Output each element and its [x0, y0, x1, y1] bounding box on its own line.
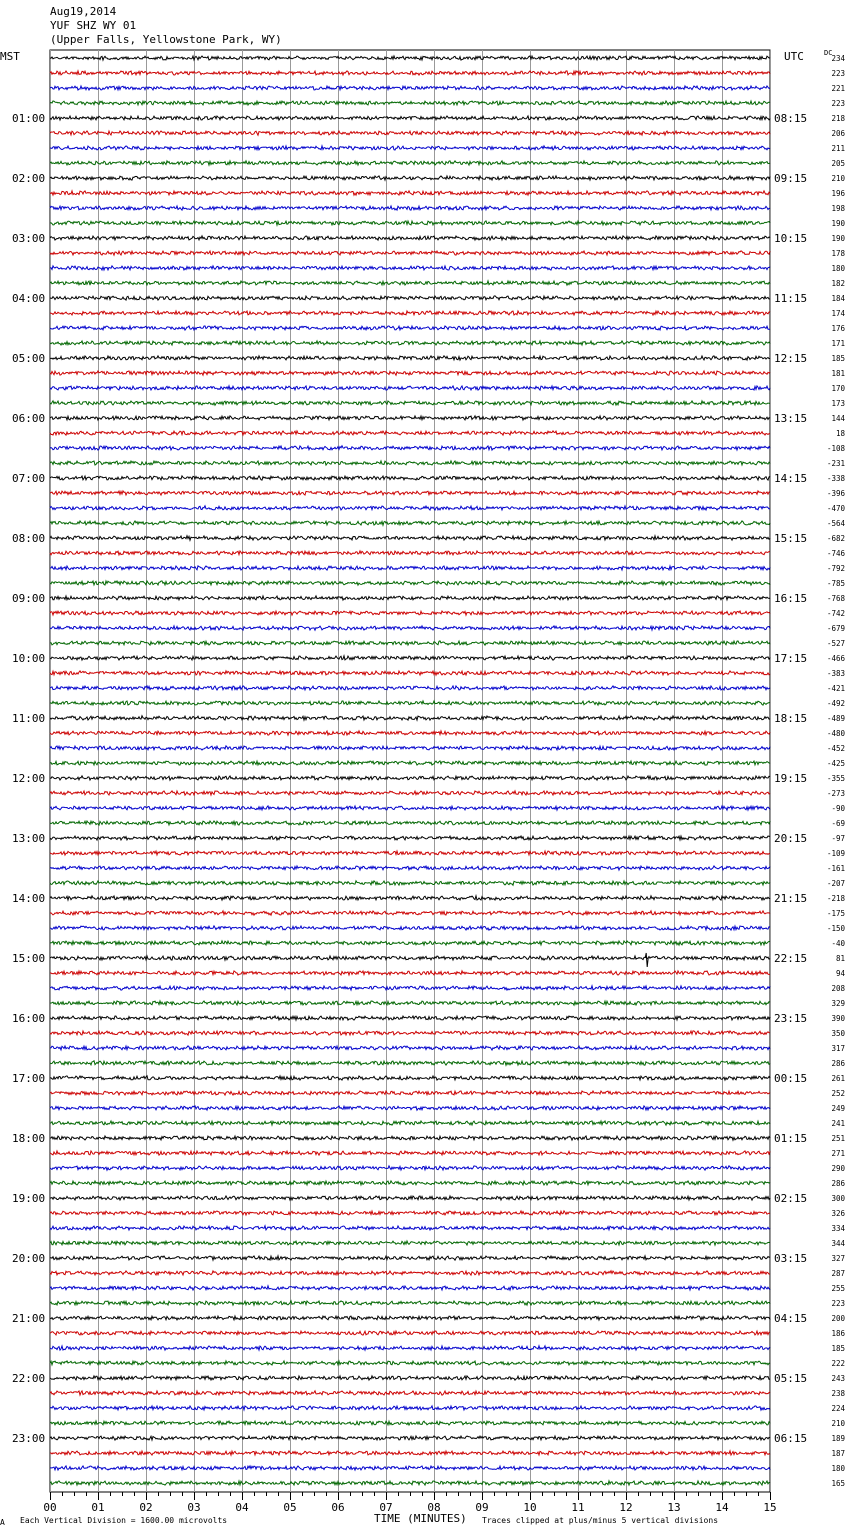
seismic-trace: [50, 1346, 770, 1350]
dc-offset-label: 251: [831, 1134, 845, 1143]
x-tick-label: 02: [139, 1501, 153, 1514]
dc-offset-label: 185: [831, 1344, 845, 1353]
hour-label-right: 08:15: [774, 112, 808, 125]
seismic-trace: [50, 746, 770, 750]
dc-offset-label: 165: [831, 1479, 845, 1488]
seismic-trace: [50, 446, 770, 450]
x-tick-label: 15: [763, 1501, 777, 1514]
hour-label-left: 21:00: [12, 1312, 46, 1325]
header-date: Aug19,2014: [50, 5, 117, 18]
hour-label-right: 22:15: [774, 952, 808, 965]
hour-label-right: 10:15: [774, 232, 808, 245]
dc-offset-label: -383: [826, 669, 845, 678]
seismic-trace: [50, 491, 770, 495]
dc-offset-label: -452: [826, 744, 845, 753]
seismic-trace: [50, 836, 770, 840]
seismic-trace: [50, 56, 770, 60]
seismic-trace: [50, 341, 770, 345]
dc-offset-label: 182: [831, 279, 845, 288]
dc-offset-label: 327: [831, 1254, 845, 1263]
seismic-trace: [50, 1106, 770, 1110]
hour-label-left: 11:00: [12, 712, 46, 725]
dc-offset-label: -218: [826, 894, 845, 903]
dc-offset-label: 94: [835, 969, 845, 978]
x-tick-label: 11: [571, 1501, 585, 1514]
dc-offset-label: 223: [831, 69, 845, 78]
seismic-trace: [50, 206, 770, 210]
seismic-trace: [50, 176, 770, 180]
hour-label-right: 01:15: [774, 1132, 808, 1145]
dc-offset-label: 174: [831, 309, 845, 318]
seismic-trace: [50, 521, 770, 525]
seismic-trace: [50, 326, 770, 330]
dc-offset-label: -492: [826, 699, 845, 708]
x-tick-label: 08: [427, 1501, 441, 1514]
dc-offset-label: 243: [831, 1374, 845, 1383]
seismic-trace: [50, 86, 770, 90]
dc-offset-label: 224: [831, 1404, 845, 1413]
seismic-trace: [50, 986, 770, 990]
seismic-trace: [50, 851, 770, 855]
seismic-trace: [50, 1001, 770, 1005]
seismic-trace: [50, 1211, 770, 1215]
seismic-trace: [50, 461, 770, 465]
seismic-trace: [50, 791, 770, 795]
dc-offset-label: 286: [831, 1179, 845, 1188]
dc-offset-label: 190: [831, 234, 845, 243]
seismic-trace: [50, 956, 770, 960]
x-tick-label: 04: [235, 1501, 249, 1514]
seismic-trace: [50, 1271, 770, 1275]
seismic-trace: [50, 1376, 770, 1380]
dc-offset-label: -207: [826, 879, 845, 888]
seismic-trace: [50, 776, 770, 780]
seismic-trace: [50, 1241, 770, 1245]
seismic-trace: [50, 1421, 770, 1425]
seismic-trace: [50, 401, 770, 405]
timezone-label-left: MST: [0, 50, 20, 63]
seismic-trace: [50, 761, 770, 765]
dc-offset-label: 255: [831, 1284, 845, 1293]
seismic-trace: [50, 236, 770, 240]
dc-offset-label: 170: [831, 384, 845, 393]
seismic-trace: [50, 641, 770, 645]
dc-offset-label: 18: [835, 429, 845, 438]
seismic-trace: [50, 536, 770, 540]
dc-offset-label: 196: [831, 189, 845, 198]
seismic-trace: [50, 356, 770, 360]
dc-offset-label: 208: [831, 984, 845, 993]
dc-offset-label: 176: [831, 324, 845, 333]
hour-label-right: 04:15: [774, 1312, 808, 1325]
dc-offset-label: 334: [831, 1224, 845, 1233]
seismic-trace: [50, 1451, 770, 1455]
seismic-trace: [50, 581, 770, 585]
dc-offset-label: 326: [831, 1209, 845, 1218]
seismic-trace: [50, 1061, 770, 1065]
dc-offset-label: -396: [826, 489, 845, 498]
hour-label-right: 23:15: [774, 1012, 808, 1025]
dc-offset-label: -682: [826, 534, 845, 543]
dc-offset-label: -355: [826, 774, 845, 783]
seismic-trace: [50, 161, 770, 165]
seismic-trace: [50, 566, 770, 570]
dc-offset-label: 390: [831, 1014, 845, 1023]
dc-offset-label: -108: [826, 444, 845, 453]
dc-offset-label: 344: [831, 1239, 845, 1248]
seismic-trace: [50, 731, 770, 735]
dc-offset-label: -40: [831, 939, 845, 948]
seismic-trace: [50, 1316, 770, 1320]
dc-offset-label: 261: [831, 1074, 845, 1083]
seismic-trace: [50, 1466, 770, 1470]
scale-note: Each Vertical Division = 1600.00 microvolts: [20, 1516, 228, 1525]
hour-label-left: 16:00: [12, 1012, 46, 1025]
dc-offset-label: -480: [826, 729, 845, 738]
seismic-trace: [50, 926, 770, 930]
seismic-trace: [50, 1031, 770, 1035]
seismic-trace: [50, 716, 770, 720]
dc-label: DC: [824, 49, 833, 57]
seismic-trace: [50, 1136, 770, 1140]
dc-offset-label: 211: [831, 144, 845, 153]
seismic-trace: [50, 191, 770, 195]
seismic-trace: [50, 431, 770, 435]
dc-offset-label: 241: [831, 1119, 845, 1128]
seismic-trace: [50, 371, 770, 375]
x-tick-label: 14: [715, 1501, 729, 1514]
hour-label-right: 16:15: [774, 592, 808, 605]
seismic-trace: [50, 1046, 770, 1050]
dc-offset-label: 218: [831, 114, 845, 123]
seismic-trace: [50, 116, 770, 120]
clip-note: Traces clipped at plus/minus 5 vertical divisions: [482, 1516, 719, 1525]
seismic-trace: [50, 551, 770, 555]
hour-label-left: 12:00: [12, 772, 46, 785]
dc-offset-label: 178: [831, 249, 845, 258]
hour-label-left: 09:00: [12, 592, 46, 605]
seismic-trace: [50, 1406, 770, 1410]
seismic-trace: [50, 386, 770, 390]
dc-offset-label: -175: [826, 909, 845, 918]
dc-offset-label: -470: [826, 504, 845, 513]
dc-offset-label: -489: [826, 714, 845, 723]
dc-offset-label: 205: [831, 159, 845, 168]
hour-label-right: 13:15: [774, 412, 808, 425]
timezone-label-right: UTC: [784, 50, 804, 63]
dc-offset-label: 186: [831, 1329, 845, 1338]
x-tick-label: 00: [43, 1501, 57, 1514]
seismic-trace: [50, 1016, 770, 1020]
seismic-trace: [50, 1226, 770, 1230]
hour-label-left: 07:00: [12, 472, 46, 485]
seismic-trace: [50, 821, 770, 825]
dc-offset-label: -527: [826, 639, 845, 648]
seismic-trace: [50, 941, 770, 945]
x-tick-label: 09: [475, 1501, 489, 1514]
dc-offset-label: -231: [826, 459, 845, 468]
seismic-trace: [50, 251, 770, 255]
dc-offset-label: -90: [831, 804, 845, 813]
dc-offset-label: 234: [831, 54, 845, 63]
seismic-trace: [50, 1091, 770, 1095]
x-tick-label: 06: [331, 1501, 345, 1514]
seismic-trace: [50, 311, 770, 315]
hour-label-right: 14:15: [774, 472, 808, 485]
dc-offset-label: 249: [831, 1104, 845, 1113]
hour-label-left: 18:00: [12, 1132, 46, 1145]
corner-mark: A: [0, 1518, 5, 1527]
seismic-trace: [50, 1076, 770, 1080]
hour-label-left: 15:00: [12, 952, 46, 965]
hour-label-right: 03:15: [774, 1252, 808, 1265]
dc-offset-label: 223: [831, 1299, 845, 1308]
hour-label-right: 11:15: [774, 292, 808, 305]
dc-offset-label: -425: [826, 759, 845, 768]
seismic-event-spike: [645, 953, 648, 967]
hour-label-right: 00:15: [774, 1072, 808, 1085]
seismic-trace: [50, 671, 770, 675]
hour-label-right: 18:15: [774, 712, 808, 725]
hour-label-right: 02:15: [774, 1192, 808, 1205]
seismic-trace: [50, 596, 770, 600]
dc-offset-label: 317: [831, 1044, 845, 1053]
hour-label-right: 12:15: [774, 352, 808, 365]
dc-offset-label: 187: [831, 1449, 845, 1458]
hour-label-right: 20:15: [774, 832, 808, 845]
header-location: (Upper Falls, Yellowstone Park, WY): [50, 33, 282, 46]
hour-label-right: 19:15: [774, 772, 808, 785]
dc-offset-label: 287: [831, 1269, 845, 1278]
dc-offset-label: 271: [831, 1149, 845, 1158]
seismic-trace: [50, 1256, 770, 1260]
hour-label-left: 04:00: [12, 292, 46, 305]
hour-label-right: 21:15: [774, 892, 808, 905]
seismic-trace: [50, 281, 770, 285]
hour-label-left: 01:00: [12, 112, 46, 125]
dc-offset-label: 185: [831, 354, 845, 363]
seismic-trace: [50, 296, 770, 300]
seismic-trace: [50, 971, 770, 975]
hour-label-left: 23:00: [12, 1432, 46, 1445]
dc-offset-label: -69: [831, 819, 845, 828]
dc-offset-label: -679: [826, 624, 845, 633]
seismic-trace: [50, 911, 770, 915]
dc-offset-label: -466: [826, 654, 845, 663]
seismic-trace: [50, 476, 770, 480]
dc-offset-label: -161: [826, 864, 845, 873]
dc-offset-label: -746: [826, 549, 845, 558]
x-tick-label: 05: [283, 1501, 297, 1514]
hour-label-left: 06:00: [12, 412, 46, 425]
seismic-trace: [50, 1436, 770, 1440]
hour-label-right: 05:15: [774, 1372, 808, 1385]
seismic-trace: [50, 71, 770, 75]
dc-offset-label: 286: [831, 1059, 845, 1068]
dc-offset-label: 184: [831, 294, 845, 303]
hour-label-right: 06:15: [774, 1432, 808, 1445]
dc-offset-label: -792: [826, 564, 845, 573]
hour-label-left: 10:00: [12, 652, 46, 665]
hour-label-left: 05:00: [12, 352, 46, 365]
seismic-trace: [50, 656, 770, 660]
seismic-trace: [50, 866, 770, 870]
seismic-trace: [50, 1301, 770, 1305]
dc-offset-label: 180: [831, 264, 845, 273]
dc-offset-label: -150: [826, 924, 845, 933]
dc-offset-label: 206: [831, 129, 845, 138]
x-axis-label: TIME (MINUTES): [374, 1512, 467, 1525]
seismic-trace: [50, 131, 770, 135]
dc-offset-label: 198: [831, 204, 845, 213]
hour-label-right: 09:15: [774, 172, 808, 185]
dc-offset-label: -742: [826, 609, 845, 618]
dc-offset-label: -768: [826, 594, 845, 603]
seismic-trace: [50, 1181, 770, 1185]
seismic-trace: [50, 686, 770, 690]
seismic-trace: [50, 896, 770, 900]
seismic-trace: [50, 1391, 770, 1395]
dc-offset-label: 181: [831, 369, 845, 378]
hour-label-left: 02:00: [12, 172, 46, 185]
hour-label-left: 13:00: [12, 832, 46, 845]
seismic-trace: [50, 266, 770, 270]
seismic-trace: [50, 146, 770, 150]
dc-offset-label: -273: [826, 789, 845, 798]
seismic-trace: [50, 881, 770, 885]
hour-label-left: 20:00: [12, 1252, 46, 1265]
dc-offset-label: -338: [826, 474, 845, 483]
dc-offset-label: 190: [831, 219, 845, 228]
seismic-trace: [50, 506, 770, 510]
x-tick-label: 10: [523, 1501, 537, 1514]
seismic-trace: [50, 221, 770, 225]
dc-offset-label: 350: [831, 1029, 845, 1038]
dc-offset-label: 210: [831, 174, 845, 183]
dc-offset-label: 200: [831, 1314, 845, 1323]
dc-offset-label: 173: [831, 399, 845, 408]
dc-offset-label: -785: [826, 579, 845, 588]
hour-label-right: 15:15: [774, 532, 808, 545]
x-tick-label: 13: [667, 1501, 681, 1514]
dc-offset-label: -97: [831, 834, 845, 843]
dc-offset-label: 222: [831, 1359, 845, 1368]
hour-label-left: 17:00: [12, 1072, 46, 1085]
x-tick-label: 03: [187, 1501, 201, 1514]
dc-offset-label: 290: [831, 1164, 845, 1173]
seismic-trace: [50, 1151, 770, 1155]
hour-label-left: 08:00: [12, 532, 46, 545]
seismic-trace: [50, 701, 770, 705]
dc-offset-label: 189: [831, 1434, 845, 1443]
dc-offset-label: -109: [826, 849, 845, 858]
dc-offset-label: 171: [831, 339, 845, 348]
dc-offset-label: 144: [831, 414, 845, 423]
dc-offset-label: 252: [831, 1089, 845, 1098]
dc-offset-label: -564: [826, 519, 845, 528]
seismic-trace: [50, 1286, 770, 1290]
seismic-trace: [50, 1361, 770, 1365]
seismic-trace: [50, 1166, 770, 1170]
seismic-trace: [50, 1121, 770, 1125]
x-tick-label: 07: [379, 1501, 393, 1514]
seismic-trace: [50, 1481, 770, 1485]
seismic-trace: [50, 611, 770, 615]
dc-offset-label: 180: [831, 1464, 845, 1473]
dc-offset-label: 221: [831, 84, 845, 93]
dc-offset-label: 329: [831, 999, 845, 1008]
header-station: YUF SHZ WY 01: [50, 19, 137, 32]
dc-offset-label: -421: [826, 684, 845, 693]
dc-offset-label: 223: [831, 99, 845, 108]
seismic-trace: [50, 626, 770, 630]
seismic-trace: [50, 416, 770, 420]
hour-label-left: 03:00: [12, 232, 46, 245]
dc-offset-label: 300: [831, 1194, 845, 1203]
dc-offset-label: 238: [831, 1389, 845, 1398]
hour-label-right: 17:15: [774, 652, 808, 665]
seismic-trace: [50, 806, 770, 810]
hour-label-left: 19:00: [12, 1192, 46, 1205]
dc-offset-label: 210: [831, 1419, 845, 1428]
hour-label-left: 22:00: [12, 1372, 46, 1385]
x-tick-label: 01: [91, 1501, 105, 1514]
seismic-trace: [50, 1331, 770, 1335]
dc-offset-label: 81: [835, 954, 845, 963]
seismic-trace: [50, 1196, 770, 1200]
hour-label-left: 14:00: [12, 892, 46, 905]
x-tick-label: 12: [619, 1501, 633, 1514]
seismic-trace: [50, 101, 770, 105]
